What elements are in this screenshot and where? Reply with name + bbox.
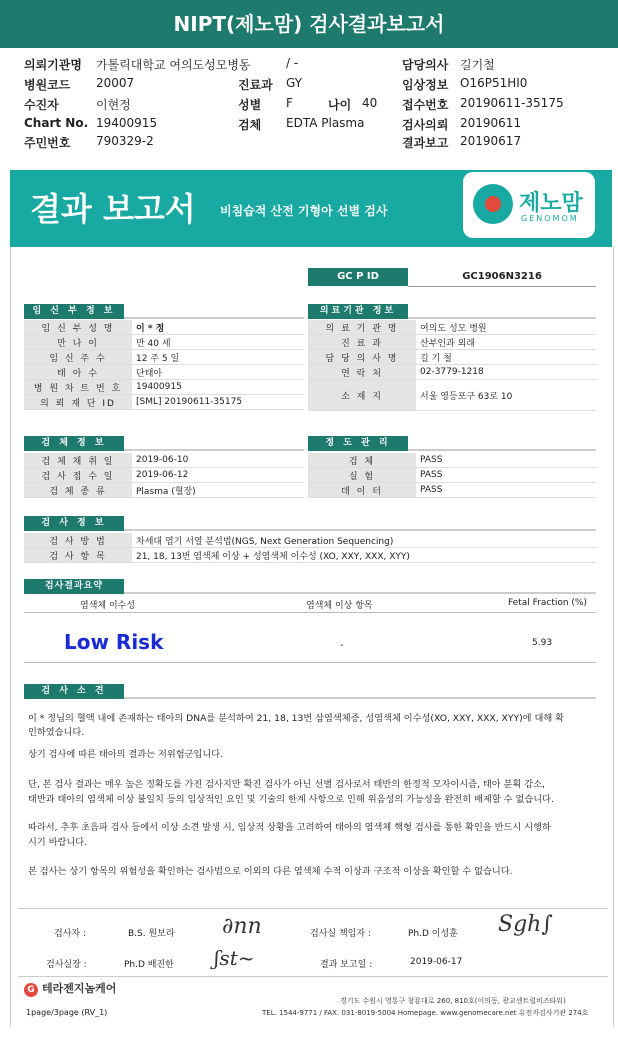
tester-name: B.S. 원보라: [128, 929, 175, 939]
opinion-line: 시기 바랍니다.: [28, 837, 88, 848]
logo-subtext: GENOMOM: [521, 214, 579, 223]
table-row: [24, 365, 304, 380]
table-row: [308, 468, 596, 483]
logo-text: 제노맘: [519, 191, 583, 216]
cell-value: 19400915: [132, 380, 304, 395]
director-signature: ʃst~: [214, 946, 255, 970]
cell-value: 만 40 세: [132, 335, 304, 350]
value: 20007: [96, 76, 135, 90]
cell-label: 의 료 기 관 명: [308, 320, 416, 335]
cell-label: 검 사 방 법: [24, 533, 132, 548]
report-title: NIPT(제노맘) 검사결과보고서: [0, 0, 618, 48]
divider: [18, 908, 608, 909]
label: 담당의사: [402, 58, 449, 72]
banner-title: 결과 보고서: [30, 190, 196, 228]
test-table: [24, 533, 596, 563]
header-info: [0, 52, 618, 160]
table-row: [24, 335, 304, 350]
value: / -: [286, 56, 299, 70]
cell-value: PASS: [416, 483, 596, 498]
value: 이현정: [96, 98, 131, 112]
company-address: 경기도 수원시 영통구 창룡대로 260, 810호(이의동, 광교센트럴비즈타워): [340, 997, 566, 1005]
specimen-table: [24, 453, 304, 498]
section-test: 검 사 정 보: [24, 516, 124, 531]
cell-value: 산부인과 외래: [416, 335, 596, 350]
page-indicator: 1page/3page (RV_1): [26, 1008, 108, 1017]
cell-label: 연 락 처: [308, 365, 416, 380]
label: Chart No.: [24, 116, 89, 130]
label: 진료과: [238, 78, 273, 92]
label: 검사의뢰: [402, 118, 449, 132]
cell-label: 실 험: [308, 468, 416, 483]
value: F: [286, 96, 293, 110]
summary-col-items: 염색체 이상 항목: [306, 601, 373, 611]
value: 790329-2: [96, 134, 154, 148]
label: 검체: [238, 118, 262, 132]
company-logo: [24, 980, 116, 997]
gcp-id: [308, 268, 596, 286]
cell-value: 2019-06-12: [132, 468, 304, 483]
cell-value: 서울 영등포구 63로 10: [416, 380, 596, 411]
value: 19400915: [96, 116, 158, 130]
divider: [408, 317, 596, 319]
divider: [124, 449, 304, 451]
chief-label: 검사실 책임자 :: [310, 929, 371, 939]
company-name: 테라젠지놈케어: [42, 982, 117, 995]
section-summary: 검사결과요약: [24, 579, 124, 594]
institution-table: [308, 320, 596, 411]
table-row: [24, 320, 304, 335]
company-contact: TEL. 1544-9771 / FAX. 031-8019-5004 Homepage. www.genomecare.net 유전자검사기관 274호: [262, 1009, 589, 1017]
opinion-line: 이 * 정님의 혈액 내에 존재하는 태아의 DNA를 분석하여 21, 18, 13번 삼염색체증, 성염색체 이수성(XO, XXY, XXX, XYY)에 대해 확: [28, 713, 564, 724]
summary-header: [24, 596, 596, 613]
cell-label: 소 재 지: [308, 380, 416, 411]
label: 주민번호: [24, 136, 71, 150]
summary-col-aneuploidy: 염색체 이수성: [80, 601, 136, 611]
cell-label: 담 당 의 사 명: [308, 350, 416, 365]
cell-label: 의 뢰 재 단 ID: [24, 395, 132, 410]
cell-value: 여의도 성모 병원: [416, 320, 596, 335]
value: 가톨릭대학교 여의도성모병동: [96, 58, 251, 72]
cell-value: Plasma (혈장): [132, 483, 304, 498]
report-date-value: 2019-06-17: [410, 957, 463, 967]
cell-label: 진 료 과: [308, 335, 416, 350]
cell-label: 병 원 차 트 번 호: [24, 380, 132, 395]
logo-dot-icon: [485, 196, 501, 212]
cell-label: 데 이 터: [308, 483, 416, 498]
report-date-label: 결과 보고일 :: [320, 960, 373, 970]
banner-subtitle: 비침습적 산전 기형아 선별 검사: [220, 204, 388, 218]
cell-label: 검 사 항 목: [24, 548, 132, 563]
divider: [408, 449, 596, 451]
label: 결과보고: [402, 136, 449, 150]
opinion-line: 본 검사는 상기 항목의 위험성을 확인하는 검사법으로 이외의 다른 염색체 수적 이상과 구조적 이상을 확인할 수 없습니다.: [28, 866, 513, 877]
value: 길기철: [460, 58, 495, 72]
divider: [124, 592, 596, 594]
result-item: -: [340, 640, 344, 651]
value: GY: [286, 76, 303, 90]
cell-label: 임 신 주 수: [24, 350, 132, 365]
summary-col-ff: Fetal Fraction (%): [508, 598, 587, 608]
divider: [124, 529, 596, 531]
cell-label: 검 체: [308, 453, 416, 468]
table-row: [24, 483, 304, 498]
value: 20190611-35175: [460, 96, 564, 110]
cell-label: 만 나 이: [24, 335, 132, 350]
table-row: [24, 380, 304, 395]
cell-value: 21, 18, 13번 염색체 이상 + 성염색체 이수성 (XO, XXY, XXX, XYY): [132, 548, 596, 563]
opinion-line: 태반과 태아의 염색체 이상 불일치 등의 임상적인 요인 및 기술의 한계 사항으로 인해 위음성의 가능성을 완전히 배제할 수 없습니다.: [28, 794, 554, 805]
tester-label: 검사자 :: [54, 929, 86, 939]
table-row: [308, 453, 596, 468]
value: O16P51HI0: [460, 76, 528, 90]
cell-value: 단태아: [132, 365, 304, 380]
cell-value: 차세대 염기 서열 분석법(NGS, Next Generation Sequencing): [132, 533, 596, 548]
qc-table: [308, 453, 596, 498]
value: 20190611: [460, 116, 522, 130]
director-name: Ph.D 배진한: [124, 960, 174, 970]
label: 성별: [238, 98, 262, 112]
table-row: [308, 483, 596, 498]
label: 임상정보: [402, 78, 449, 92]
label: 의뢰기관명: [24, 58, 82, 72]
cell-label: 임 신 부 성 명: [24, 320, 132, 335]
cell-value: 2019-06-10: [132, 453, 304, 468]
report-banner: [10, 170, 612, 247]
cell-value: [SML] 20190611-35175: [132, 395, 304, 410]
table-row: [308, 365, 596, 380]
gcp-id-value: GC1906N3216: [408, 268, 596, 287]
gcp-id-label: GC P ID: [308, 268, 408, 286]
section-qc: 정 도 관 리: [308, 436, 408, 451]
table-row: [24, 533, 596, 548]
chief-name: Ph.D 이성훈: [408, 929, 458, 939]
section-specimen: 검 체 정 보: [24, 436, 124, 451]
company-logo-icon: G: [24, 983, 38, 997]
divider: [124, 317, 304, 319]
label: 수진자: [24, 98, 59, 112]
result-risk: Low Risk: [64, 630, 164, 654]
cell-value: PASS: [416, 453, 596, 468]
table-row: [24, 453, 304, 468]
cell-value: 02-3779-1218: [416, 365, 596, 380]
divider: [24, 662, 596, 663]
cell-label: 검 사 접 수 일: [24, 468, 132, 483]
value: 20190617: [460, 134, 522, 148]
table-row: [308, 320, 596, 335]
divider: [18, 976, 608, 977]
label: 나이: [328, 98, 352, 112]
section-opinion: 검 사 소 견: [24, 684, 124, 699]
genomom-logo: [463, 172, 595, 238]
cell-label: 태 아 수: [24, 365, 132, 380]
pregnant-table: [24, 320, 304, 410]
value: 40: [362, 96, 378, 110]
section-pregnant: 임 신 부 정 보: [24, 304, 124, 319]
fetal-fraction-value: 5.93: [532, 638, 553, 648]
cell-value: 12 주 5 일: [132, 350, 304, 365]
table-row: [308, 335, 596, 350]
table-row: [308, 380, 596, 411]
director-label: 검사실장 :: [46, 960, 87, 970]
opinion-line: 따라서, 추후 초음파 검사 등에서 이상 소견 발생 시, 임상적 상황을 고려하여 태아의 염색체 핵형 검사를 통한 확인을 반드시 시행하: [28, 822, 551, 833]
table-row: [24, 468, 304, 483]
label: 병원코드: [24, 78, 71, 92]
table-row: [24, 395, 304, 410]
divider: [124, 697, 596, 699]
table-row: [24, 548, 596, 563]
table-row: [308, 350, 596, 365]
chief-signature: Sgh∫: [498, 912, 553, 937]
cell-label: 검 체 종 류: [24, 483, 132, 498]
label: 접수번호: [402, 98, 449, 112]
section-institution: 의료기관 정보: [308, 304, 408, 319]
cell-value: 길 기 철: [416, 350, 596, 365]
cell-label: 검 체 채 취 일: [24, 453, 132, 468]
opinion-line: 단, 본 검사 결과는 매우 높은 정확도를 가진 검사지만 확진 검사가 아닌 선별 검사로서 태반의 한정적 모자이시즘, 태아 분획 감소,: [28, 779, 545, 790]
opinion-line: 상기 검사에 따른 태아의 결과는 저위험군입니다.: [28, 749, 224, 760]
value: EDTA Plasma: [286, 116, 365, 130]
cell-value: 이 * 정: [132, 320, 304, 335]
opinion-line: 인하였습니다.: [28, 727, 85, 738]
tester-signature: ∂nn: [222, 914, 262, 939]
cell-value: PASS: [416, 468, 596, 483]
table-row: [24, 350, 304, 365]
